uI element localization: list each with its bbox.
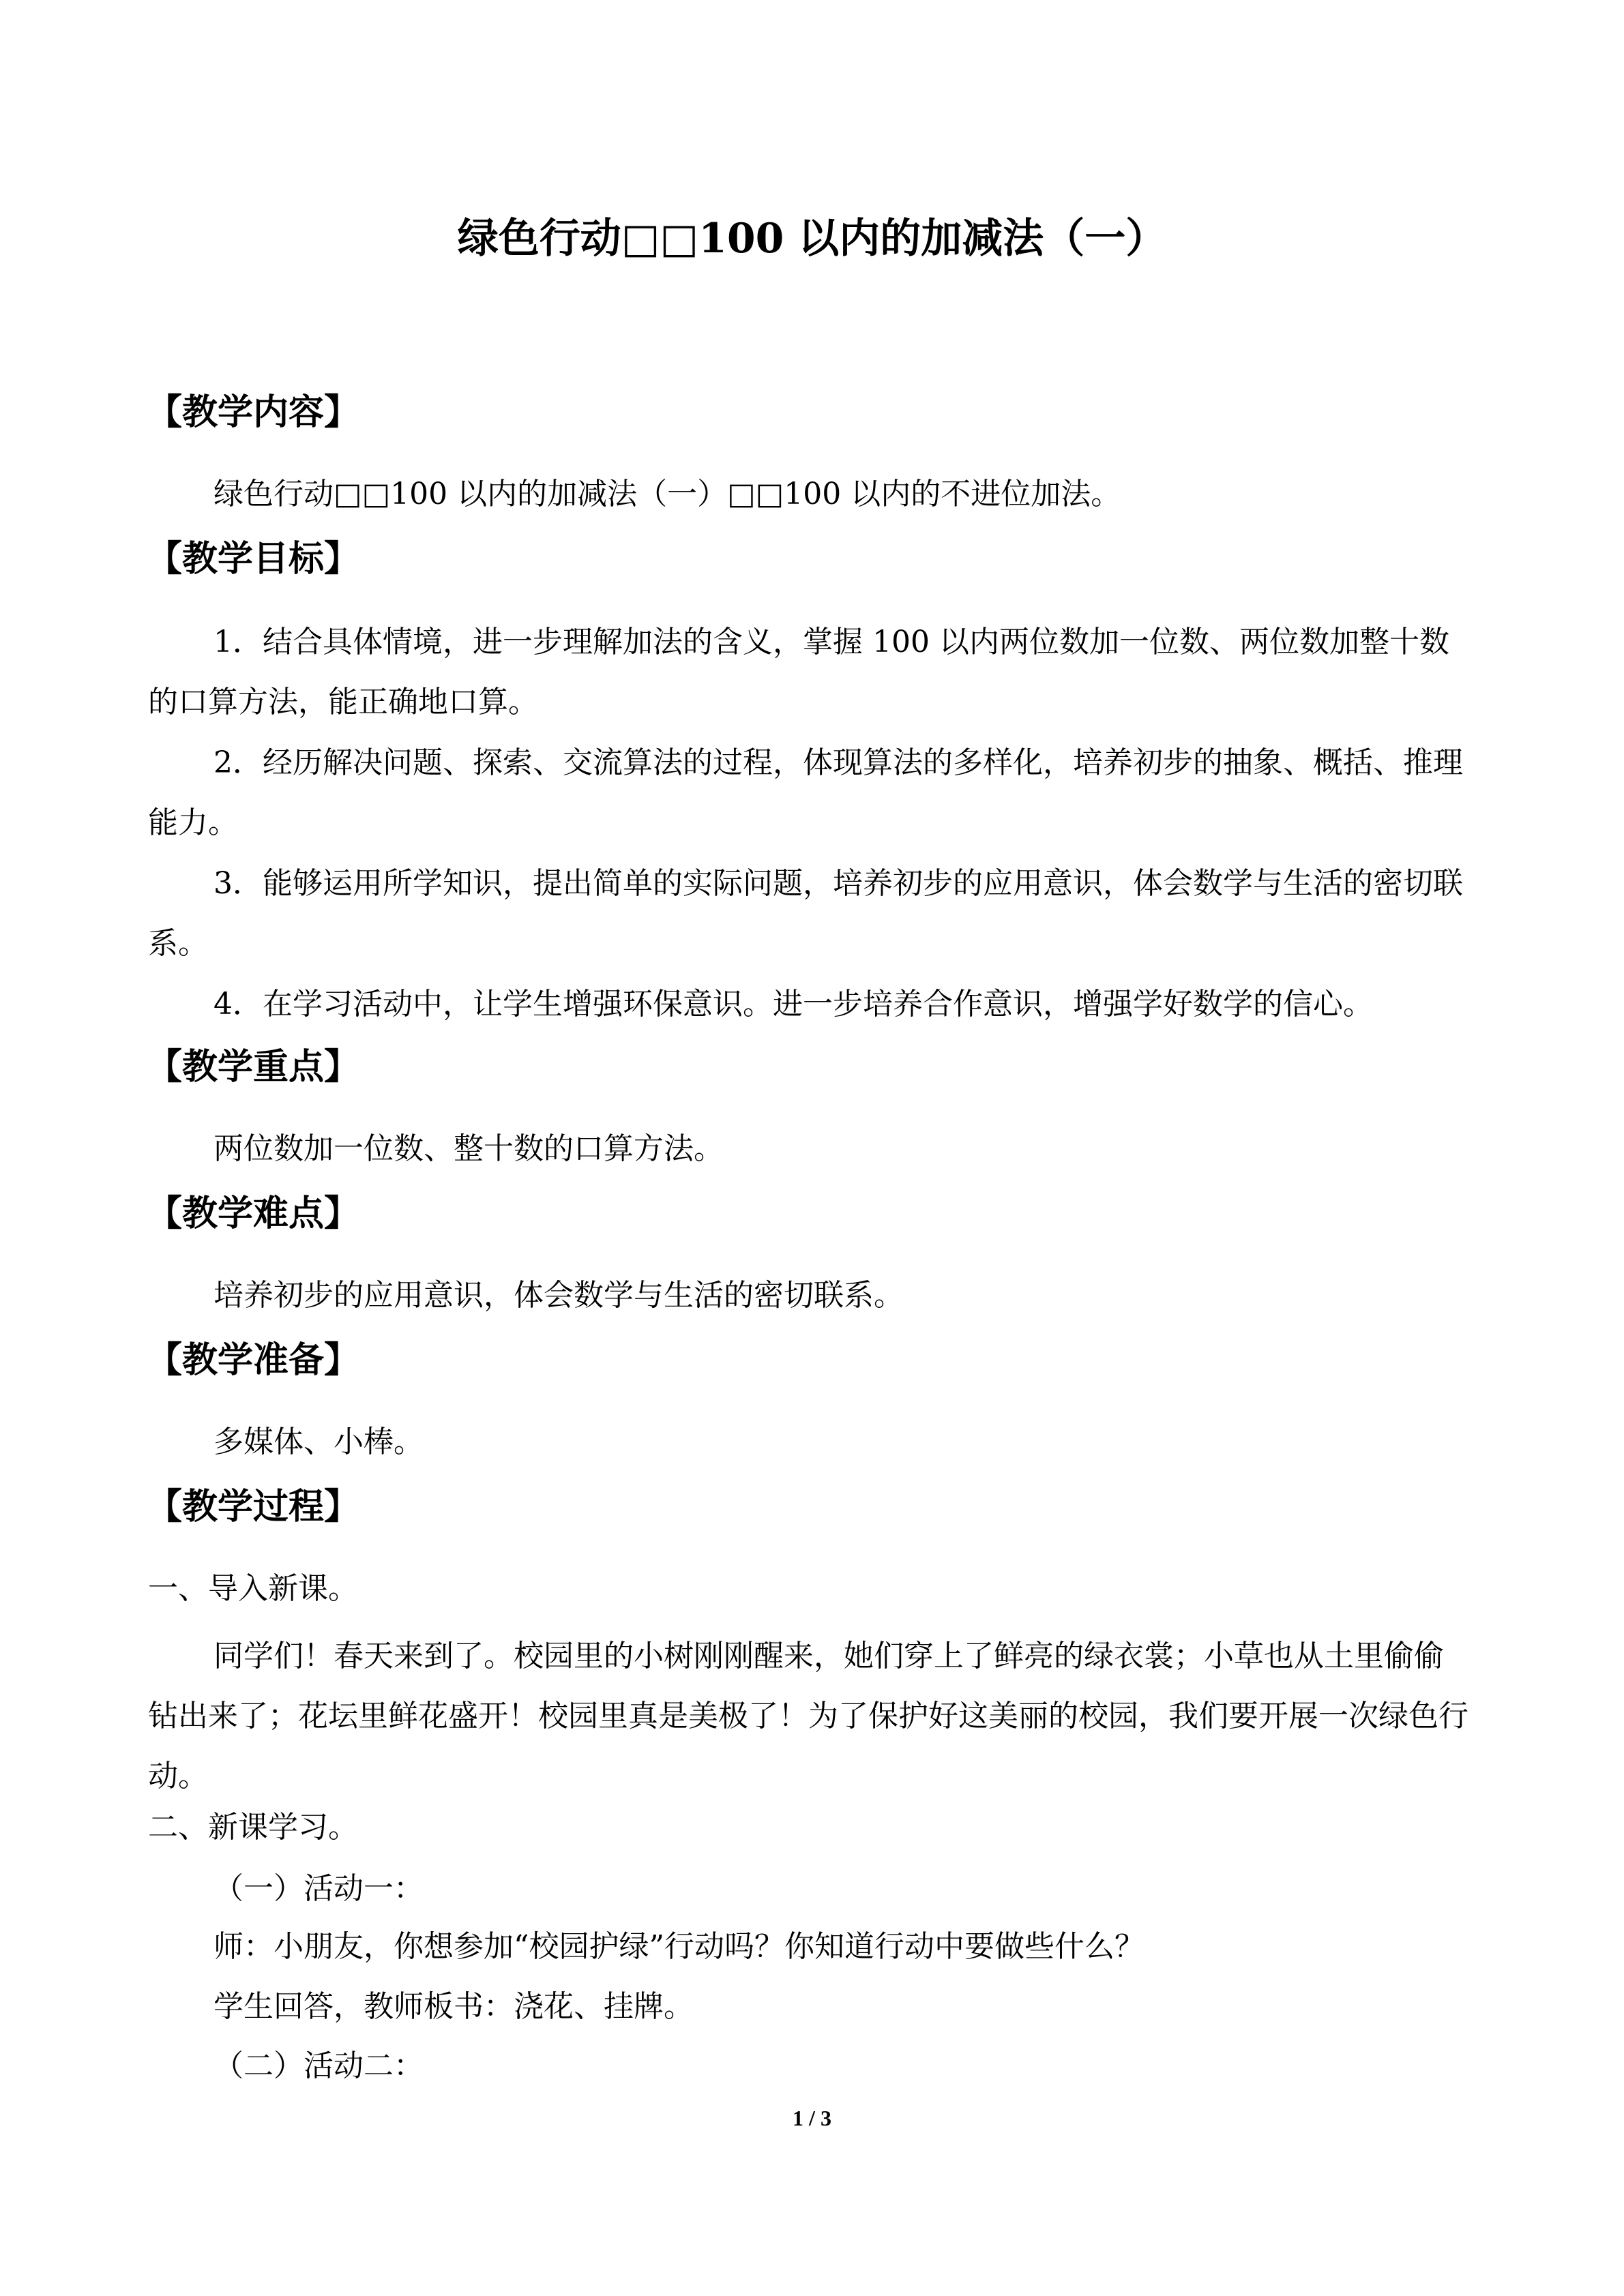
process-part1-text: 同学们！春天来到了。校园里的小树刚刚醒来，她们穿上了鲜亮的绿衣裳；小草也从土里偷偷钻出来了；花坛里鲜花盛开！校园里真是美极了！为了保护好这美丽的校园，我们要开展一次绿色行动。 (148, 1639, 1468, 1793)
page-number: 1 / 3 (793, 2106, 831, 2130)
heading-difficulties: 【教学难点】 (147, 1193, 360, 1234)
preparation-text: 多媒体、小棒。 (213, 1425, 424, 1459)
key-points-text: 两位数加一位数、整十数的口算方法。 (213, 1131, 724, 1166)
heading-teaching-content: 【教学内容】 (147, 392, 360, 433)
teaching-content-text: 绿色行动□□100 以内的加减法（一）□□100 以内的不进位加法。 (213, 477, 1121, 511)
student-line: 学生回答，教师板书：浇花、挂牌。 (213, 1989, 694, 2024)
heading-preparation: 【教学准备】 (147, 1340, 360, 1381)
process-part2-title: 二、新课学习。 (148, 1810, 358, 1845)
process-part1-title: 一、导入新课。 (148, 1571, 358, 1606)
document-title: 绿色行动□□100 以内的加减法（一） (457, 215, 1167, 263)
activity2-title: （二）活动二： (213, 2048, 424, 2083)
goal-item-3: 3．能够运用所学知识，提出简单的实际问题，培养初步的应用意识，体会数学与生活的密切联系。 (148, 866, 1463, 961)
goal-item-2: 2．经历解决问题、探索、交流算法的过程，体现算法的多样化，培养初步的抽象、概括、推理能力。 (148, 745, 1463, 840)
heading-key-points: 【教学重点】 (147, 1047, 360, 1088)
goal-item-4: 4．在学习活动中，让学生增强环保意识。进一步培养合作意识，增强学好数学的信心。 (213, 987, 1373, 1022)
difficulties-text: 培养初步的应用意识，体会数学与生活的密切联系。 (213, 1278, 904, 1313)
heading-teaching-goals: 【教学目标】 (147, 539, 360, 580)
heading-process: 【教学过程】 (147, 1487, 360, 1527)
activity1-title: （一）活动一： (213, 1871, 424, 1906)
goal-item-1: 1．结合具体情境，进一步理解加法的含义，掌握 100 以内两位数加一位数、两位数加整十数的口算方法，能正确地口算。 (148, 625, 1449, 719)
teacher-line: 师：小朋友，你想参加“校园护绿”行动吗？你知道行动中要做些什么？ (213, 1929, 1145, 1964)
